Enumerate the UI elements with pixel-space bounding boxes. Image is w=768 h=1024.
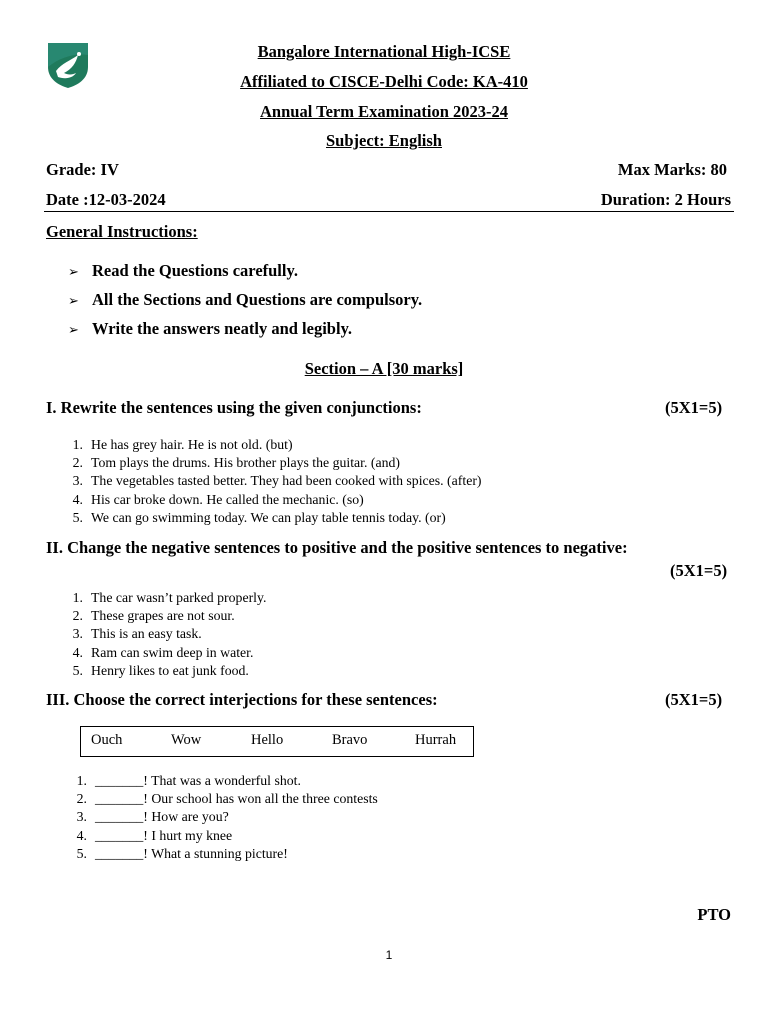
q3-marks: (5X1=5) [665,690,723,709]
subject-title: Subject: English [326,131,442,150]
list-item: 4. His car broke down. He called the mechanic. (so) [72,491,364,507]
instructions-title: General Instructions: [46,222,198,241]
q2-title: II. Change the negative sentences to positive and the positive sentences to negative: [46,538,628,557]
q1-list [60,436,482,527]
q1-title: I. Rewrite the sentences using the given conjunctions: [46,398,422,417]
list-item: 2. Tom plays the drums. His brother plays the guitar. (and) [72,455,401,471]
header-divider [44,211,734,212]
list-item: 1. The car wasn’t parked properly. [72,590,267,605]
page-number: 1 [385,948,393,962]
q2-list [60,589,266,680]
pto-label: PTO [697,905,731,924]
grade: Grade: IV [46,160,119,179]
list-item: 1. _______! That was a wonderful shot. [76,773,301,788]
q3-title: III. Choose the correct interjections for these sentences: [46,690,438,709]
list-item: 1. He has grey hair. He is not old. (but) [72,437,293,452]
list-item: 2. These grapes are not sour. [72,608,235,624]
instruction-item: ➢ All the Sections and Questions are compulsory. [68,288,422,317]
list-item: 5. _______! What a stunning picture! [76,845,288,861]
instructions-list [68,259,422,346]
word-option: Bravo [332,732,368,748]
q3-list [64,772,378,863]
list-item: 4. Ram can swim deep in water. [72,644,254,660]
list-item: 5. We can go swimming today. We can play table tennis today. (or) [72,509,446,525]
q1-marks: (5X1=5) [665,398,723,417]
interjection-word-box [80,726,474,757]
instruction-item: ➢ Write the answers neatly and legibly. [68,317,422,346]
word-option: Wow [171,732,202,748]
max-marks: Max Marks: 80 [617,160,727,179]
word-option: Ouch [91,732,123,748]
exam-date: Date :12-03-2024 [46,190,166,209]
word-option: Hurrah [415,732,457,748]
list-item: 3. This is an easy task. [72,626,202,642]
list-item: 3. _______! How are you? [76,809,229,825]
list-item: 3. The vegetables tasted better. They had been cooked with spices. (after) [72,473,482,489]
list-item: 5. Henry likes to eat junk food. [72,662,249,678]
list-item: 2. _______! Our school has won all the three contests [76,791,378,807]
list-item: 4. _______! I hurt my knee [76,827,233,843]
affiliation: Affiliated to CISCE-Delhi Code: KA-410 [240,72,528,91]
arrow-bullet-icon: ➢ [68,294,79,309]
section-a-title: Section – A [30 marks] [304,359,464,378]
arrow-bullet-icon: ➢ [68,323,79,338]
word-option: Hello [251,732,284,748]
duration: Duration: 2 Hours [600,190,731,209]
exam-title: Annual Term Examination 2023-24 [260,102,508,121]
instruction-item: ➢ Read the Questions carefully. [68,259,422,288]
school-name: Bangalore International High-ICSE [257,42,511,61]
q2-marks: (5X1=5) [670,561,728,580]
arrow-bullet-icon: ➢ [68,265,79,280]
